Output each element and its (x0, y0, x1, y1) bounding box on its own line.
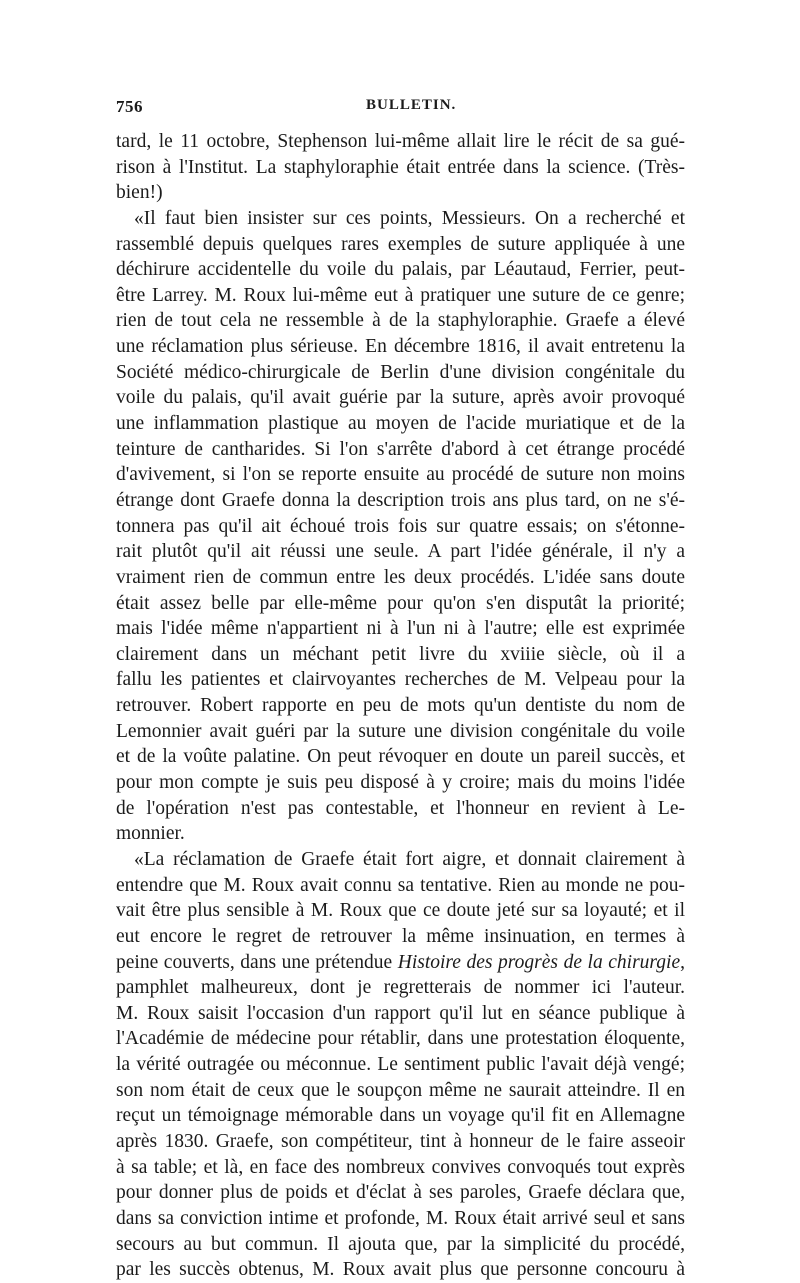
text-line: à sa table; et là, en face des nombreux convives convoqués tout exprès (116, 1156, 685, 1178)
running-head: BULLETIN. (366, 97, 457, 113)
text-line: rassemblé depuis quelques rares exemples de suture appliquée à une (116, 233, 685, 255)
text-line: teinture de cantharides. Si l'on s'arrête d'abord à cet étrange procédé (116, 438, 685, 460)
text-line: tonnera pas qu'il ait échoué trois fois sur quatre essais; on s'étonne- (116, 515, 685, 537)
text-line: fallu les patientes et clairvoyantes recherches de M. Velpeau pour la (116, 669, 685, 691)
text-segment: peine couverts, dans une prétendue (116, 951, 393, 973)
text-line: Société médico-chirurgicale de Berlin d'une division congénitale du (116, 361, 685, 383)
text-line: d'avivement, si l'on se reporte ensuite au procédé de suture non moins (116, 464, 685, 486)
text-line: clairement dans un méchant petit livre du xviiie siècle, où il a (116, 643, 685, 665)
text-line: vraiment rien de commun entre les deux procédés. L'idée sans doute (116, 566, 685, 588)
text-line: de l'opération n'est pas contestable, et l'honneur en revient à Le- (116, 797, 685, 819)
text-line: rait plutôt qu'il ait réussi une seule. A part l'idée générale, il n'y a (116, 541, 685, 563)
book-title-italic: Histoire des progrès de la chirurgie (397, 951, 681, 973)
text-line: par les succès obtenus, M. Roux avait plus que personne concouru à (116, 1259, 685, 1281)
text-line: entendre que M. Roux avait connu sa tentative. Rien au monde ne pou- (116, 874, 685, 896)
text-line: et de la voûte palatine. On peut révoquer en doute un pareil succès, et (116, 746, 685, 768)
text-line: étrange dont Graefe donna la description trois ans plus tard, on ne s'é- (116, 489, 685, 511)
text-line: rison à l'Institut. La staphyloraphie était entrée dans la science. (Très- (116, 156, 685, 178)
text-line: pamphlet malheureux, dont je regretterais de nommer ici l'auteur. (116, 977, 685, 999)
text-line: déchirure accidentelle du voile du palais, par Léautaud, Ferrier, peut- (116, 259, 685, 281)
text-line: bien!) (116, 182, 163, 204)
page-number: 756 (116, 97, 143, 116)
text-line: son nom était de ceux que le soupçon même ne saurait atteindre. Il en (116, 1079, 685, 1101)
text-line: Lemonnier avait guéri par la suture une division congénitale du voile (116, 720, 685, 742)
text-line: mais l'idée même n'appartient ni à l'un ni à l'autre; elle est exprimée (116, 618, 685, 640)
text-line: dans sa conviction intime et profonde, M. Roux était arrivé seul et sans (116, 1207, 685, 1229)
text-segment: , (680, 951, 685, 973)
text-line: rien de tout cela ne ressemble à de la staphyloraphie. Graefe a élevé (116, 310, 685, 332)
book-page (116, 97, 685, 1283)
text-line: l'Académie de médecine pour rétablir, dans une protestation éloquente, (116, 1028, 685, 1050)
text-line: «La réclamation de Graefe était fort aigre, et donnait clairement à (134, 848, 685, 870)
text-line: être Larrey. M. Roux lui-même eut à pratiquer une suture de ce genre; (116, 284, 685, 306)
text-line: M. Roux saisit l'occasion d'un rapport qu'il lut en séance publique à (116, 1002, 685, 1024)
text-line: la vérité outragée ou méconnue. Le sentiment public l'avait déjà vengé; (116, 1054, 685, 1076)
text-line: reçut un témoignage mémorable dans un voyage qu'il fit en Allemagne (116, 1105, 685, 1127)
text-line: monnier. (116, 823, 185, 845)
text-line (116, 950, 685, 976)
text-line: tard, le 11 octobre, Stephenson lui-même allait lire le récit de sa gué- (116, 131, 685, 152)
page-header (116, 97, 685, 123)
text-line: retrouver. Robert rapporte en peu de mots qu'un dentiste du nom de (116, 695, 685, 717)
text-line: une réclamation plus sérieuse. En décembre 1816, il avait entretenu la (116, 336, 685, 358)
text-line: «Il faut bien insister sur ces points, Messieurs. On a recherché et (134, 207, 685, 229)
text-line: secours au but commun. Il ajouta que, par la simplicité du procédé, (116, 1233, 685, 1255)
text-line: une inflammation plastique au moyen de l'acide muriatique et de la (116, 413, 685, 435)
text-line: voile du palais, qu'il avait guérie par la suture, après avoir provoqué (116, 387, 685, 409)
text-line: pour donner plus de poids et d'éclat à ses paroles, Graefe déclara que, (116, 1182, 685, 1204)
text-line: était assez belle par elle-même pour qu'on s'en disputât la priorité; (116, 592, 685, 614)
text-line: eut encore le regret de retrouver la même insinuation, en termes à (116, 925, 685, 947)
text-line: pour mon compte je suis peu disposé à y croire; mais du moins l'idée (116, 772, 685, 794)
text-line: vait être plus sensible à M. Roux que ce doute jeté sur sa loyauté; et il (116, 900, 685, 922)
body-text (116, 129, 685, 1283)
text-line: après 1830. Graefe, son compétiteur, tint à honneur de le faire asseoir (116, 1130, 685, 1152)
